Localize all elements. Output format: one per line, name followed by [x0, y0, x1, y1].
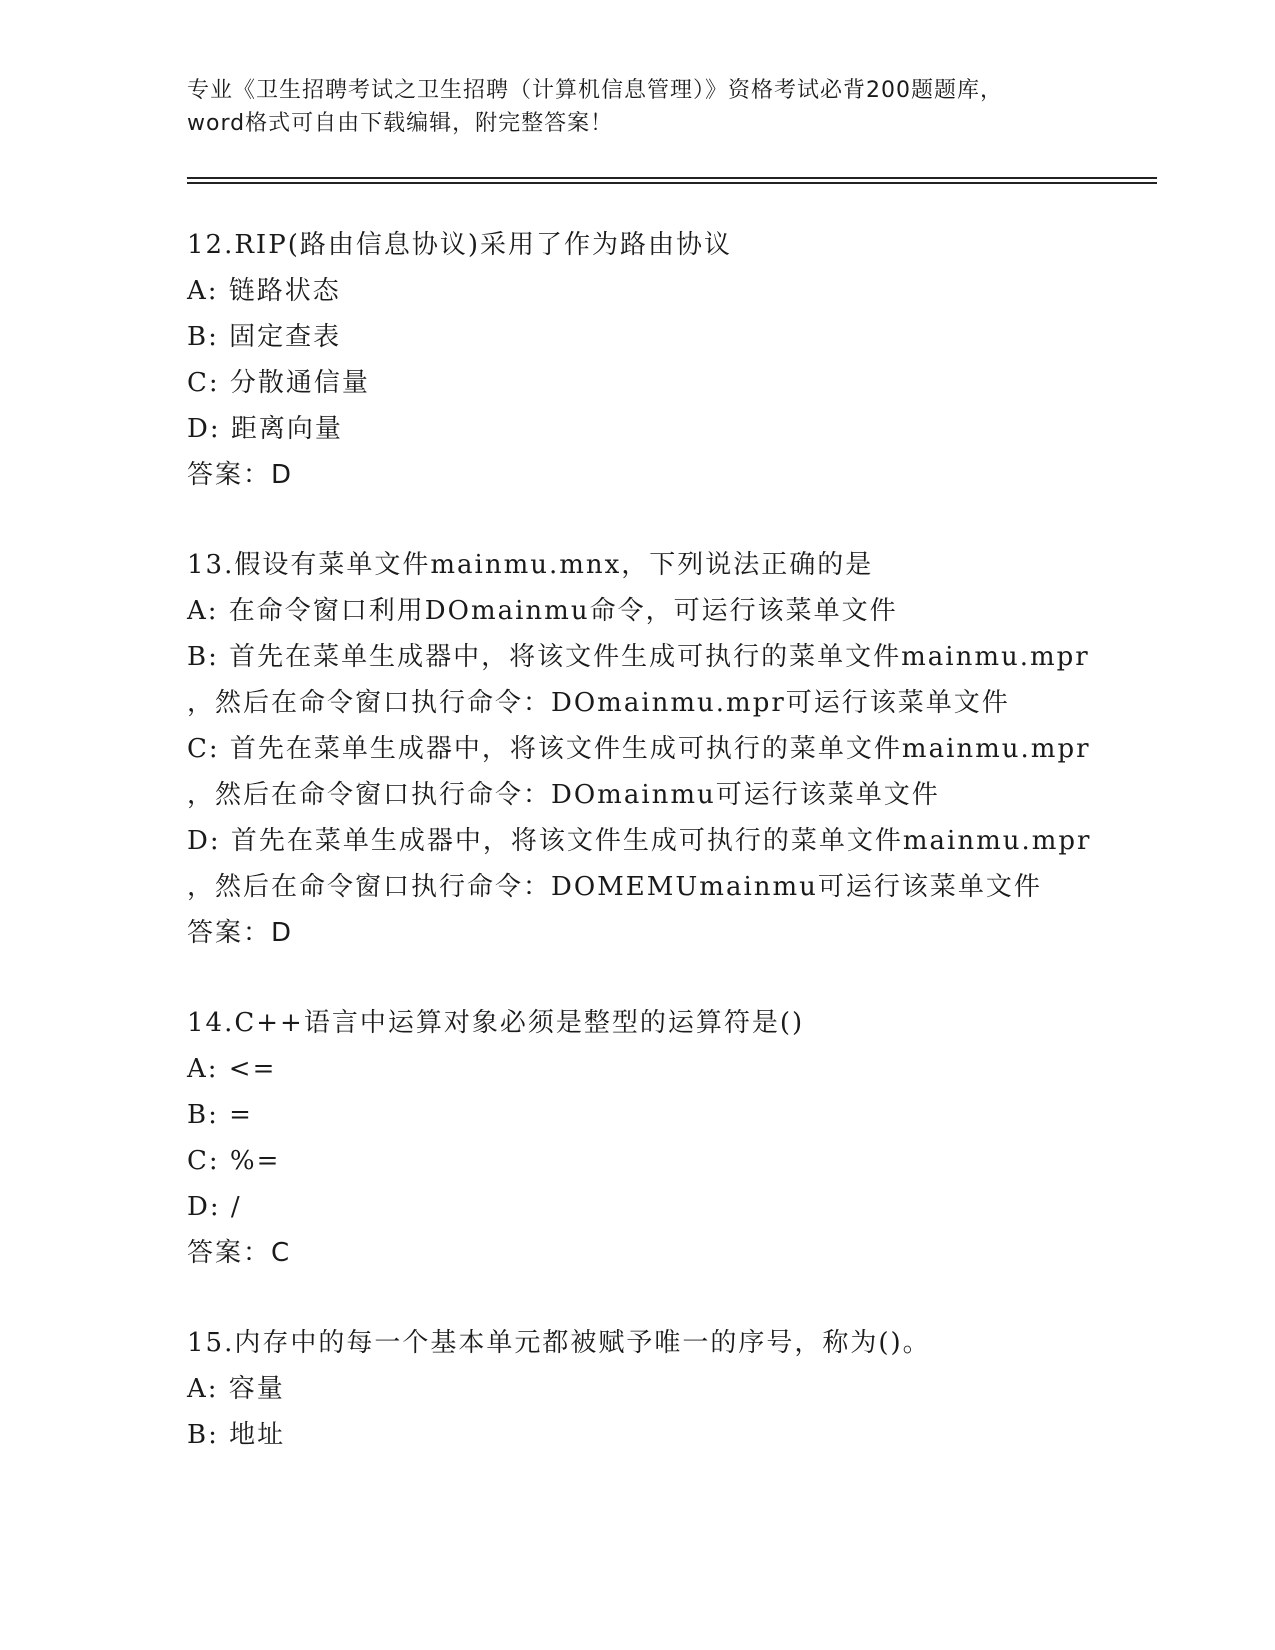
option-c: C: 分散通信量 [187, 368, 370, 398]
option-a: A: 容量 [187, 1374, 285, 1404]
option-c: C: %= [187, 1146, 281, 1176]
document-header [187, 74, 1107, 140]
option-b: B: 固定查表 [187, 322, 342, 352]
option-a: A: 在命令窗口利用DOmainmu命令，可运行该菜单文件 [187, 596, 898, 626]
question-block [187, 1320, 1107, 1458]
question-stem: 12.RIP(路由信息协议)采用了作为路由协议 [187, 230, 732, 260]
option-b: B: = [187, 1100, 253, 1130]
header-line-2: word格式可自由下载编辑，附完整答案！ [187, 111, 614, 136]
question-stem: 15.内存中的每一个基本单元都被赋予唯一的序号，称为()。 [187, 1328, 931, 1358]
question-block [187, 542, 1107, 956]
option-b-continued: ，然后在命令窗口执行命令：DOmainmu.mpr可运行该菜单文件 [187, 688, 1010, 718]
header-divider-top [187, 177, 1157, 179]
option-b: B: 地址 [187, 1420, 286, 1450]
header-line-1: 专业《卫生招聘考试之卫生招聘（计算机信息管理）》资格考试必背200题题库， [187, 78, 1003, 103]
answer-line: 答案：D [187, 460, 294, 490]
question-stem: 13.假设有菜单文件mainmu.mnx，下列说法正确的是 [187, 550, 874, 580]
question-block [187, 222, 1107, 498]
option-d: D: 首先在菜单生成器中，将该文件生成可执行的菜单文件mainmu.mpr [187, 826, 1092, 856]
option-b: B: 首先在菜单生成器中，将该文件生成可执行的菜单文件mainmu.mpr [187, 642, 1090, 672]
option-d: D: / [187, 1192, 242, 1222]
answer-line: 答案：C [187, 1238, 292, 1268]
answer-line: 答案：D [187, 918, 294, 948]
option-c-continued: ，然后在命令窗口执行命令：DOmainmu可运行该菜单文件 [187, 780, 940, 810]
option-d: D: 距离向量 [187, 414, 343, 444]
option-c: C: 首先在菜单生成器中，将该文件生成可执行的菜单文件mainmu.mpr [187, 734, 1091, 764]
option-a: A: 链路状态 [187, 276, 341, 306]
question-list [187, 222, 1107, 1458]
question-block [187, 1000, 1107, 1276]
question-stem: 14.C++语言中运算对象必须是整型的运算符是() [187, 1008, 805, 1038]
option-d-continued: ，然后在命令窗口执行命令：DOMEMUmainmu可运行该菜单文件 [187, 872, 1042, 902]
header-divider-bottom [187, 182, 1157, 184]
option-a: A: <= [187, 1054, 277, 1084]
